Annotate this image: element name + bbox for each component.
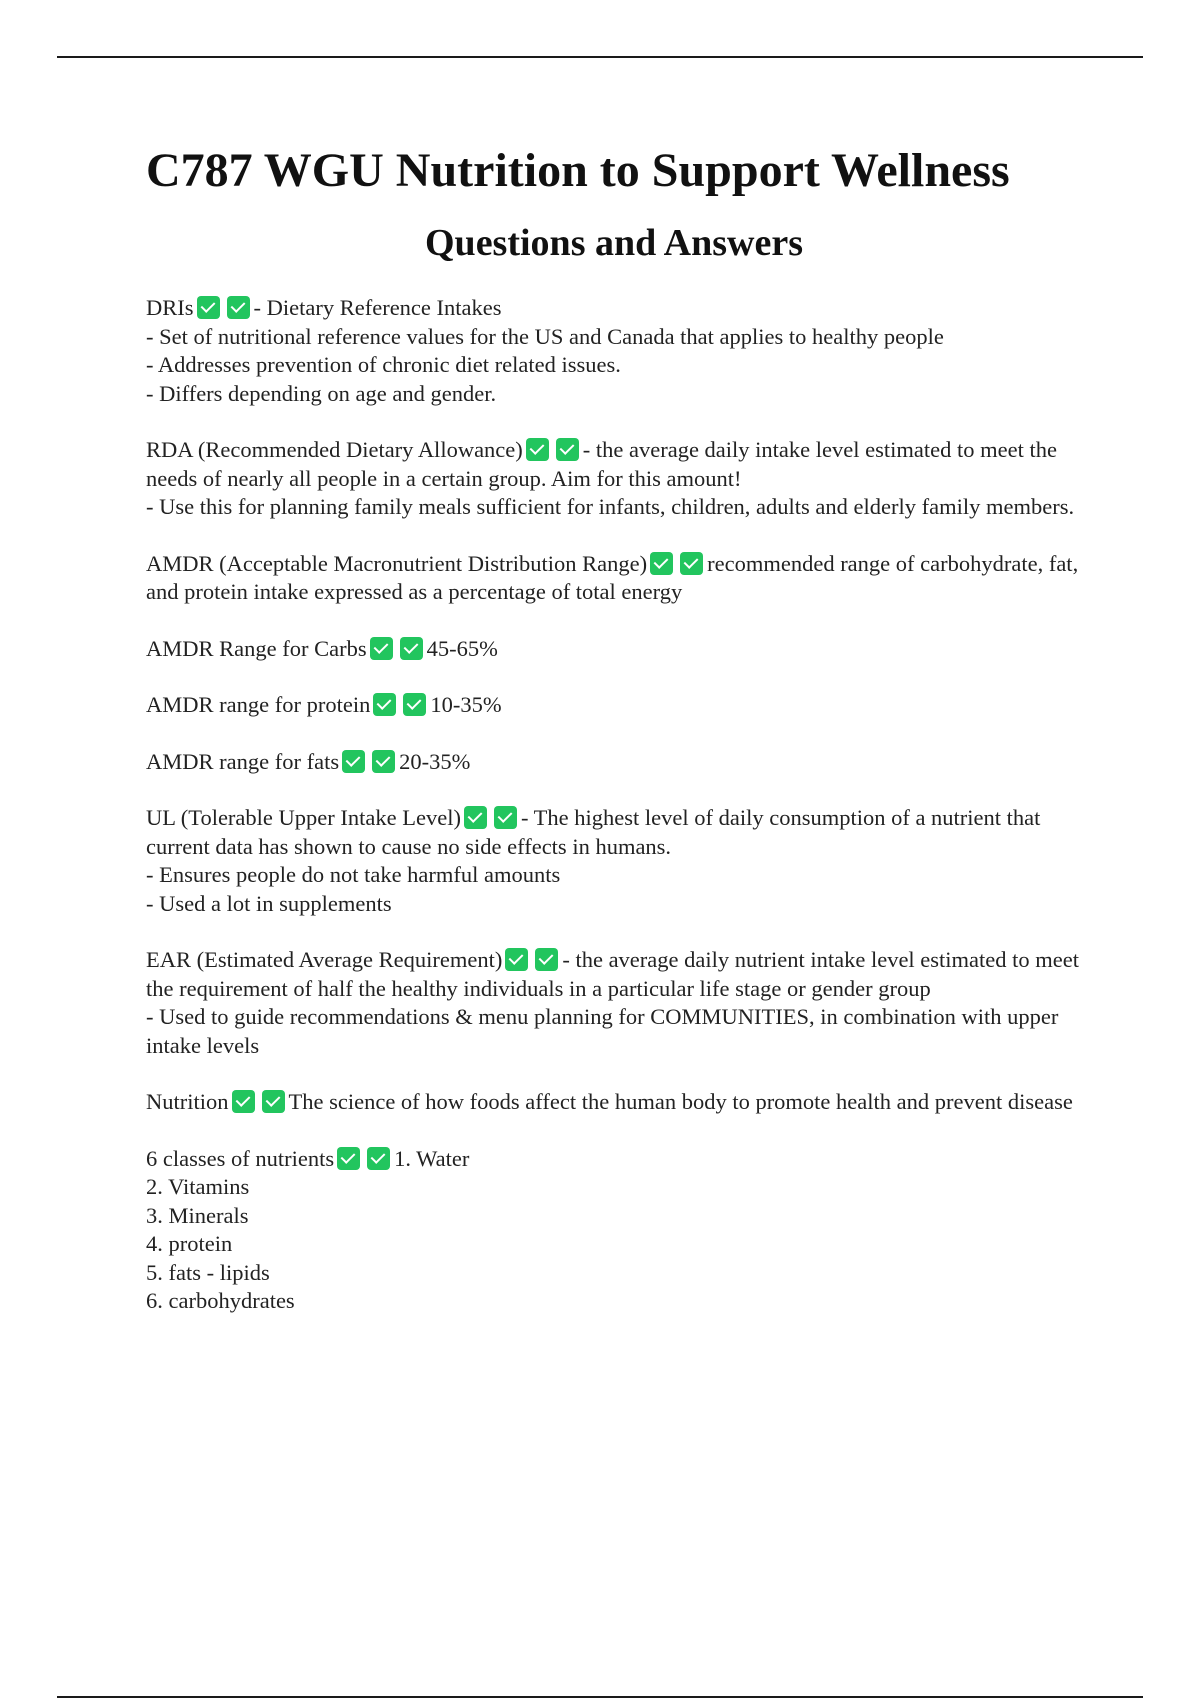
qa-question-line [146, 1145, 1082, 1174]
check-mark-icon [232, 1090, 255, 1113]
qa-answer: - the average daily nutrient intake level estimated to meet the requirement of half the healthy individuals in a particular life stage or gender group [146, 947, 1080, 1001]
check-mark-icon [373, 693, 396, 716]
qa-item [146, 1088, 1082, 1117]
check-mark-icon [262, 1090, 285, 1113]
qa-term: AMDR Range for Carbs [146, 635, 367, 661]
qa-detail-line: - Used to guide recommendations & menu planning for COMMUNITIES, in combination with upper intake levels [146, 1004, 1059, 1058]
qa-term: 6 classes of nutrients [146, 1145, 335, 1171]
qa-answer: - The highest level of daily consumption of a nutrient that current data has shown to cause no side effects in humans. [146, 805, 1041, 859]
check-mark-icon [227, 296, 250, 319]
check-mark-icon [556, 438, 579, 461]
qa-item [146, 550, 1082, 607]
qa-term: UL (Tolerable Upper Intake Level) [146, 805, 461, 830]
check-mark-icon [372, 750, 395, 773]
check-mark-icon [403, 693, 426, 716]
qa-term: Nutrition [146, 1089, 229, 1114]
qa-item [146, 436, 1082, 522]
qa-term: AMDR range for protein [146, 692, 371, 717]
check-mark-icon [494, 806, 517, 829]
qa-item [146, 294, 1082, 408]
qa-item [146, 946, 1082, 1060]
qa-question-line [146, 1088, 1082, 1117]
check-mark-icon [342, 750, 365, 773]
qa-detail-line: - Addresses prevention of chronic diet related issues. [146, 352, 621, 377]
qa-item [146, 748, 1082, 777]
qa-answer: - the average daily intake level estimated to meet the needs of nearly all people in a certain group. Aim for this amount! [146, 437, 1057, 491]
qa-detail-line: - Used a lot in supplements [146, 890, 392, 916]
qa-term: DRIs [146, 295, 194, 320]
qa-question-line [146, 436, 1082, 493]
check-mark-icon [370, 637, 393, 660]
check-mark-icon [197, 296, 220, 319]
qa-item [146, 691, 1082, 720]
qa-item [146, 804, 1082, 918]
qa-detail-line: - Ensures people do not take harmful amounts [146, 862, 561, 887]
qa-question-line [146, 691, 1082, 720]
qa-item [146, 635, 1082, 664]
qa-detail-line: - Set of nutritional reference values for the US and Canada that applies to healthy people [146, 323, 944, 349]
document-subtitle: Questions and Answers [425, 222, 803, 264]
qa-answer: - Dietary Reference Intakes [253, 295, 502, 320]
document-page [146, 140, 1082, 1344]
qa-question-line [146, 550, 1082, 607]
check-mark-icon [505, 948, 528, 971]
qa-detail-line: - Use this for planning family meals sufficient for infants, children, adults and elderly family members. [146, 494, 1075, 519]
qa-question-line [146, 748, 1082, 777]
document-title: C787 WGU Nutrition to Support Wellness [146, 144, 1010, 197]
qa-detail-line: - Differs depending on age and gender. [146, 380, 497, 406]
check-mark-icon [650, 552, 673, 575]
bottom-rule [57, 1696, 1143, 1698]
qa-answer: 1. Water [394, 1145, 470, 1171]
check-mark-icon [526, 438, 549, 461]
qa-answer: 20-35% [399, 748, 471, 774]
qa-answer: recommended range of carbohydrate, fat, and protein intake expressed as a percentage of total energy [146, 550, 1079, 604]
qa-answer: The science of how foods affect the human body to promote health and prevent disease [288, 1089, 1073, 1114]
check-mark-icon [680, 552, 703, 575]
qa-detail-line: 5. fats - lipids [146, 1259, 270, 1285]
qa-list [146, 294, 1082, 1316]
qa-item [146, 1145, 1082, 1316]
qa-term: EAR (Estimated Average Requirement) [146, 947, 503, 972]
qa-question-line [146, 635, 1082, 664]
top-rule [57, 56, 1143, 58]
qa-answer: 45-65% [426, 635, 498, 661]
qa-detail-line: 3. Minerals [146, 1202, 249, 1228]
check-mark-icon [367, 1147, 390, 1170]
check-mark-icon [535, 948, 558, 971]
qa-detail-line: 4. protein [146, 1231, 233, 1256]
qa-detail-line: 2. Vitamins [146, 1174, 250, 1199]
qa-question-line [146, 804, 1082, 861]
check-mark-icon [464, 806, 487, 829]
qa-term: AMDR (Acceptable Macronutrient Distribution Range) [146, 550, 648, 576]
check-mark-icon [400, 637, 423, 660]
qa-question-line [146, 946, 1082, 1003]
qa-term: RDA (Recommended Dietary Allowance) [146, 437, 523, 462]
check-mark-icon [337, 1147, 360, 1170]
qa-question-line [146, 294, 1082, 323]
qa-term: AMDR range for fats [146, 748, 340, 774]
qa-detail-line: 6. carbohydrates [146, 1288, 295, 1313]
qa-answer: 10-35% [430, 692, 502, 717]
